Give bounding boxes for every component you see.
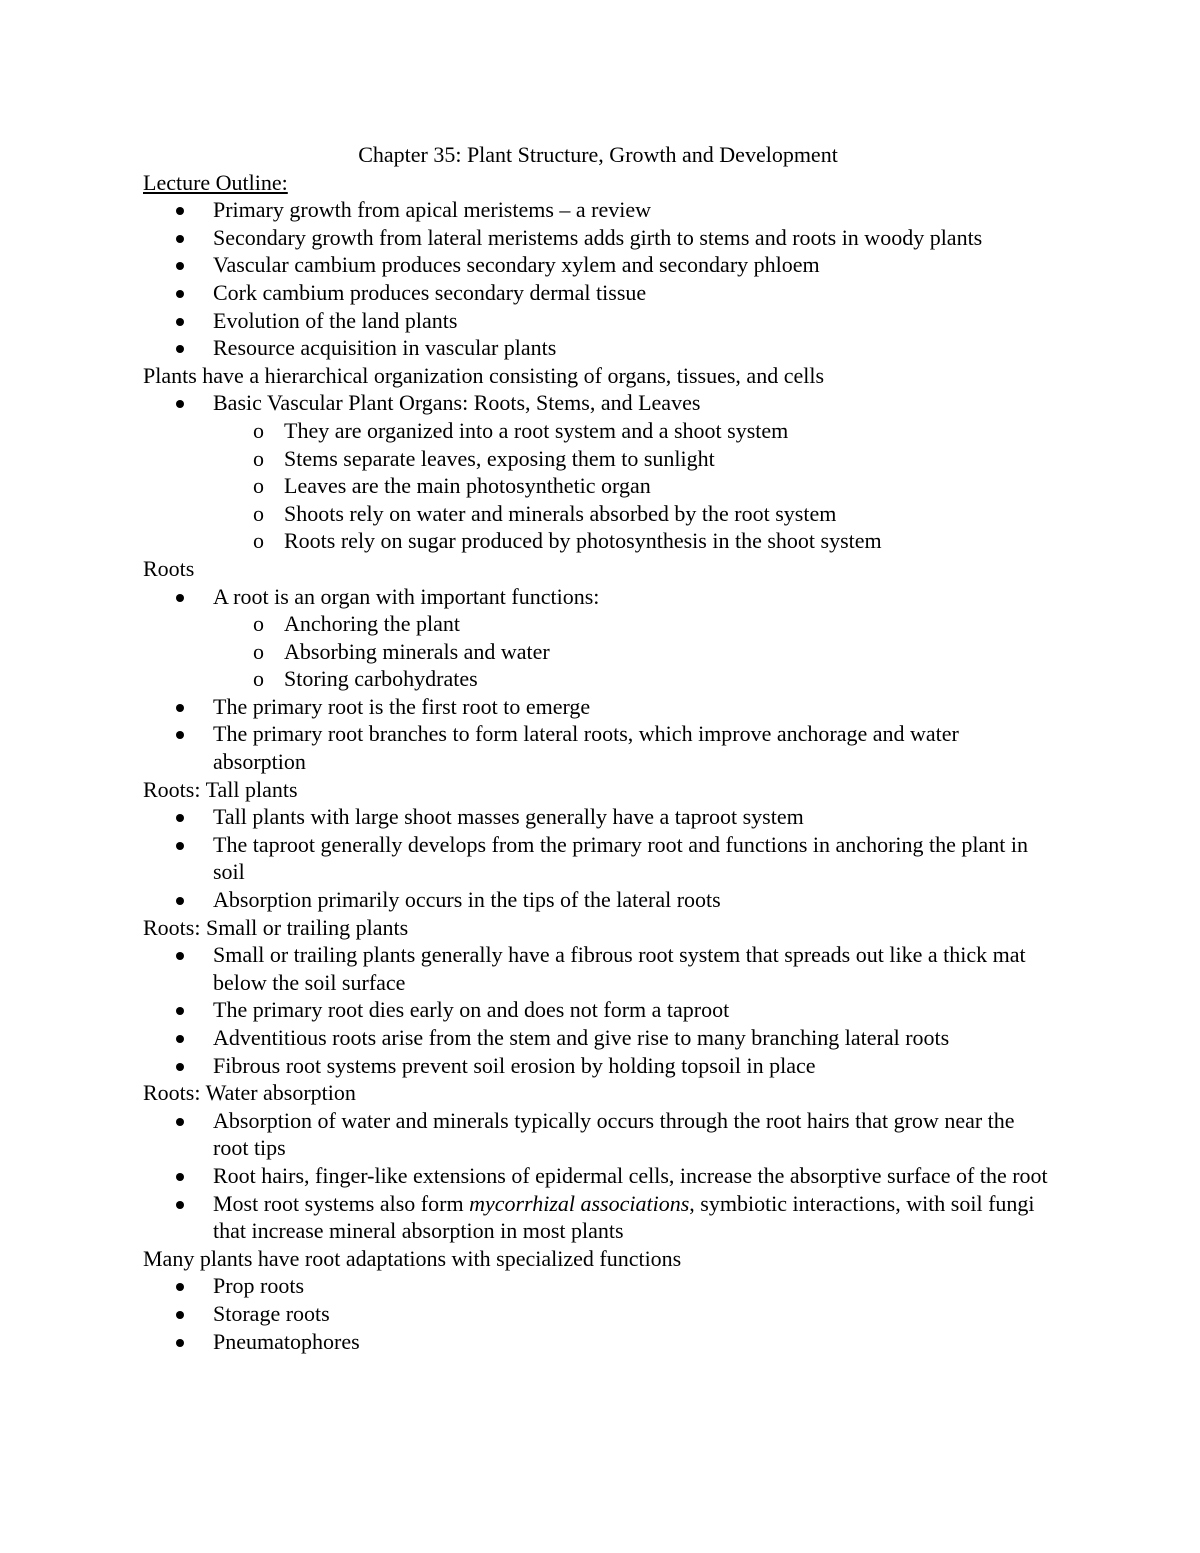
bullet-icon xyxy=(176,897,184,905)
sublist-item: o Anchoring the plant xyxy=(253,611,460,637)
adaptations-heading: Many plants have root adaptations with specialized functions xyxy=(143,1245,682,1271)
open-bullet-icon: o xyxy=(253,500,264,526)
list-item: Tall plants with large shoot masses generally have a taproot system xyxy=(143,803,1053,831)
list-item: Absorption of water and minerals typically occurs through the root hairs that grow near the root tips xyxy=(143,1107,1053,1162)
bullet-icon xyxy=(176,594,184,602)
document-page xyxy=(143,141,1053,1355)
bullet-icon xyxy=(176,814,184,822)
bullet-icon xyxy=(176,842,184,850)
bullet-icon xyxy=(176,1339,184,1347)
list-item: Primary growth from apical meristems – a review xyxy=(143,196,1053,224)
italic-term: mycorrhizal associations xyxy=(469,1190,690,1216)
water-absorption-list xyxy=(143,1107,1053,1245)
sublist-item: o Storing carbohydrates xyxy=(253,666,478,692)
roots-sublist xyxy=(213,610,1053,693)
bullet-icon xyxy=(176,345,184,353)
roots-heading: Roots xyxy=(143,555,195,581)
sublist-item: o They are organized into a root system and a shoot system xyxy=(253,417,789,443)
open-bullet-icon: o xyxy=(253,638,264,664)
bullet-icon xyxy=(176,1118,184,1126)
list-item: Root hairs, finger-like extensions of epidermal cells, increase the absorptive surface of the root xyxy=(143,1162,1053,1190)
sublist-item: o Absorbing minerals and water xyxy=(253,638,550,664)
bullet-icon xyxy=(176,1311,184,1319)
organization-list xyxy=(143,389,1053,555)
bullet-icon xyxy=(176,290,184,298)
outline-heading: Lecture Outline: xyxy=(143,169,288,195)
sublist-item: o Roots rely on sugar produced by photosynthesis in the shoot system xyxy=(253,528,882,554)
bullet-icon xyxy=(176,952,184,960)
list-item: Pneumatophores xyxy=(143,1328,1053,1356)
organization-heading: Plants have a hierarchical organization consisting of organs, tissues, and cells xyxy=(143,362,825,388)
list-item: Cork cambium produces secondary dermal tissue xyxy=(143,279,1053,307)
tall-plants-heading: Roots: Tall plants xyxy=(143,776,298,802)
bullet-icon xyxy=(176,704,184,712)
list-item: Resource acquisition in vascular plants xyxy=(143,334,1053,362)
list-item: Most root systems also form mycorrhizal associations, symbiotic interactions, with soil fungi that increase mineral absorption in most plants xyxy=(143,1190,1053,1245)
bullet-icon xyxy=(176,1201,184,1209)
bullet-icon xyxy=(176,318,184,326)
list-item: Prop roots xyxy=(143,1272,1053,1300)
organization-sublist xyxy=(213,417,1053,555)
bullet-icon xyxy=(176,1173,184,1181)
open-bullet-icon: o xyxy=(253,611,264,637)
list-item: The primary root branches to form lateral roots, which improve anchorage and water absorption xyxy=(143,720,1053,775)
bullet-icon xyxy=(176,1063,184,1071)
list-item: Basic Vascular Plant Organs: Roots, Stems, and Leaves o They are organized into a root system and a shoot system o Stems separate leaves, exposing them to sunlight o Leaves are the main photosynthetic organ o Shoots rely on water and minerals absorbed by the root system o Roots rely on sugar produced by photosynthesis in the shoot system xyxy=(143,389,1053,555)
open-bullet-icon: o xyxy=(253,666,264,692)
list-item: The primary root dies early on and does not form a taproot xyxy=(143,996,1053,1024)
sublist-item: o Stems separate leaves, exposing them to sunlight xyxy=(253,445,715,471)
bullet-icon xyxy=(176,207,184,215)
bullet-icon xyxy=(176,731,184,739)
list-item: Storage roots xyxy=(143,1300,1053,1328)
list-item: Fibrous root systems prevent soil erosion by holding topsoil in place xyxy=(143,1052,1053,1080)
open-bullet-icon: o xyxy=(253,528,264,554)
list-item: Secondary growth from lateral meristems adds girth to stems and roots in woody plants xyxy=(143,224,1053,252)
sublist-item: o Shoots rely on water and minerals absorbed by the root system xyxy=(253,500,837,526)
small-plants-heading: Roots: Small or trailing plants xyxy=(143,914,409,940)
bullet-icon xyxy=(176,1007,184,1015)
sublist-item: o Leaves are the main photosynthetic organ xyxy=(253,473,651,499)
list-item: Evolution of the land plants xyxy=(143,307,1053,335)
list-item: The primary root is the first root to emerge xyxy=(143,693,1053,721)
small-plants-list xyxy=(143,941,1053,1079)
list-item: The taproot generally develops from the primary root and functions in anchoring the plant in soil xyxy=(143,831,1053,886)
tall-plants-list xyxy=(143,803,1053,913)
water-absorption-heading: Roots: Water absorption xyxy=(143,1080,356,1106)
open-bullet-icon: o xyxy=(253,417,264,443)
bullet-icon xyxy=(176,400,184,408)
list-item: Vascular cambium produces secondary xylem and secondary phloem xyxy=(143,251,1053,279)
open-bullet-icon: o xyxy=(253,445,264,471)
bullet-icon xyxy=(176,1035,184,1043)
list-item: Adventitious roots arise from the stem and give rise to many branching lateral roots xyxy=(143,1024,1053,1052)
bullet-icon xyxy=(176,262,184,270)
bullet-icon xyxy=(176,235,184,243)
adaptations-list xyxy=(143,1272,1053,1355)
list-item: Absorption primarily occurs in the tips of the lateral roots xyxy=(143,886,1053,914)
list-item: Small or trailing plants generally have a fibrous root system that spreads out like a thick mat below the soil surface xyxy=(143,941,1053,996)
page-title: Chapter 35: Plant Structure, Growth and Development xyxy=(358,142,838,167)
bullet-icon xyxy=(176,1283,184,1291)
outline-list xyxy=(143,196,1053,362)
open-bullet-icon: o xyxy=(253,473,264,499)
roots-list xyxy=(143,583,1053,776)
list-item: A root is an organ with important functions: o Anchoring the plant o Absorbing minerals and water o Storing carbohydrates xyxy=(143,583,1053,693)
